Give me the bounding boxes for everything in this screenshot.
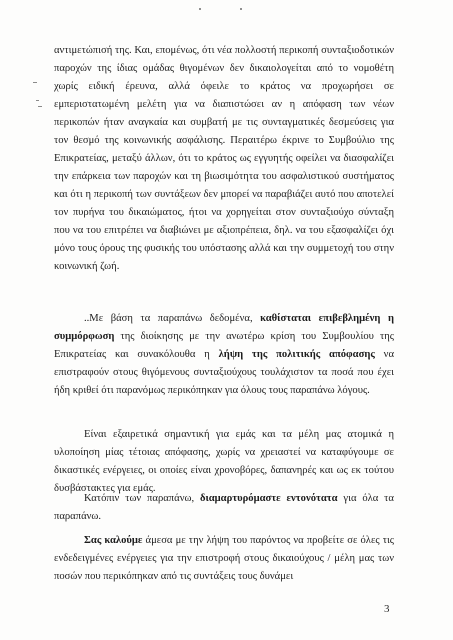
paragraph-5 bbox=[54, 532, 394, 586]
paragraph-2 bbox=[54, 310, 394, 400]
body-text: άμεσα με την λήψη του παρόντος να προβείτε σε όλες τις ενδεδειγμένες ενέργειες για την επιστροφή στους δικαιούχους / μέλη μας των ποσών που περικόπηκαν από τις συντάξεις τους δυνάμει bbox=[54, 535, 394, 582]
scan-mark bbox=[33, 82, 37, 83]
emphasized-text: Σας καλούμε bbox=[84, 535, 143, 546]
body-text: Είναι εξαιρετικά σημαντική για εμάς και τα μέλη μας ατομικά η υλοποίηση μίας τέτοιας απόφασης, χωρίς να χρειαστεί να καταφύγουμε σε δικαστικές ενέργειες, οι οποίες είναι χρονοβόρες, δαπανηρές και ως εκ τούτου δυσβάστακτες για εμάς. bbox=[54, 429, 394, 494]
body-text: αντιμετώπισή της. Και, επομένως, ότι νέα πολλοστή περικοπή συνταξιοδοτικών παροχών της ίδιας ομάδας θιγομένων δεν δικαιολογείται από το νομοθέτη χωρίς ειδική έρευνα, αλλά όφειλε το κράτος να προχωρήσει σε εμπεριστατωμένη μελέτη για να διαπιστώσει αν η απόφαση των νέων περικοπών ήταν αναγκαία και συμβατή με τις συνταγματικές δεσμεύσεις για τον θεσμό της κοινωνικής ασφάλισης. Περαιτέρω έκρινε το Συμβούλιο της Επικρατείας, μεταξύ άλλων, ότι το κράτος ως εγγυητής οφείλει να διασφαλίζει την επάρκεια των παροχών και τη βιωσιμότητα του ασφαλιστικού συστήματος και ότι η περικοπή των συντάξεων δεν μπορεί να παραβιάζει αυτό που αποτελεί τον πυρήνα του δικαιώματος, ήτοι να χορηγείται στον συνταξιούχο σύνταξη που να του επιτρέπει να διαβιώνει με αξιοπρέπεια, δηλ. να του εξασφαλίζει όχι μόνο τους όρους της φυσικής του υπόστασης αλλά και την συμμετοχή του στην κοινωνική ζωή. bbox=[54, 45, 394, 272]
scan-mark bbox=[38, 106, 42, 107]
paragraph-3 bbox=[54, 426, 394, 498]
scan-speck bbox=[240, 8, 242, 10]
emphasized-text: λήψη της πολιτικής απόφασης bbox=[218, 349, 375, 360]
paragraph-4 bbox=[54, 490, 394, 526]
emphasized-text: διαμαρτυρόμαστε εντονότατα bbox=[199, 493, 338, 504]
scan-mark bbox=[36, 100, 39, 101]
body-text: για όλα τα παραπάνω. bbox=[54, 493, 394, 522]
scan-speck bbox=[199, 8, 201, 10]
paragraph-1 bbox=[54, 42, 394, 276]
body-text: Κατόπιν των παραπάνω, bbox=[84, 493, 200, 504]
page-number: 3 bbox=[384, 603, 390, 615]
body-text: της διοίκησης με την ανωτέρω κρίση του Συμβουλίου της Επικρατείας και συνακόλουθα η bbox=[54, 331, 394, 360]
body-text: ..Με βάση τα παραπάνω δεδομένα, bbox=[84, 313, 261, 324]
emphasized-text: καθίσταται επιβεβλημένη η συμμόρφωση bbox=[54, 313, 394, 342]
body-text: να επιστραφούν στους θιγόμενους συνταξιούχους τουλάχιστον τα ποσά που έχει ήδη κριθεί ότι παρανόμως περικόπηκαν για όλους τους παραπάνω λόγους. bbox=[54, 349, 394, 396]
